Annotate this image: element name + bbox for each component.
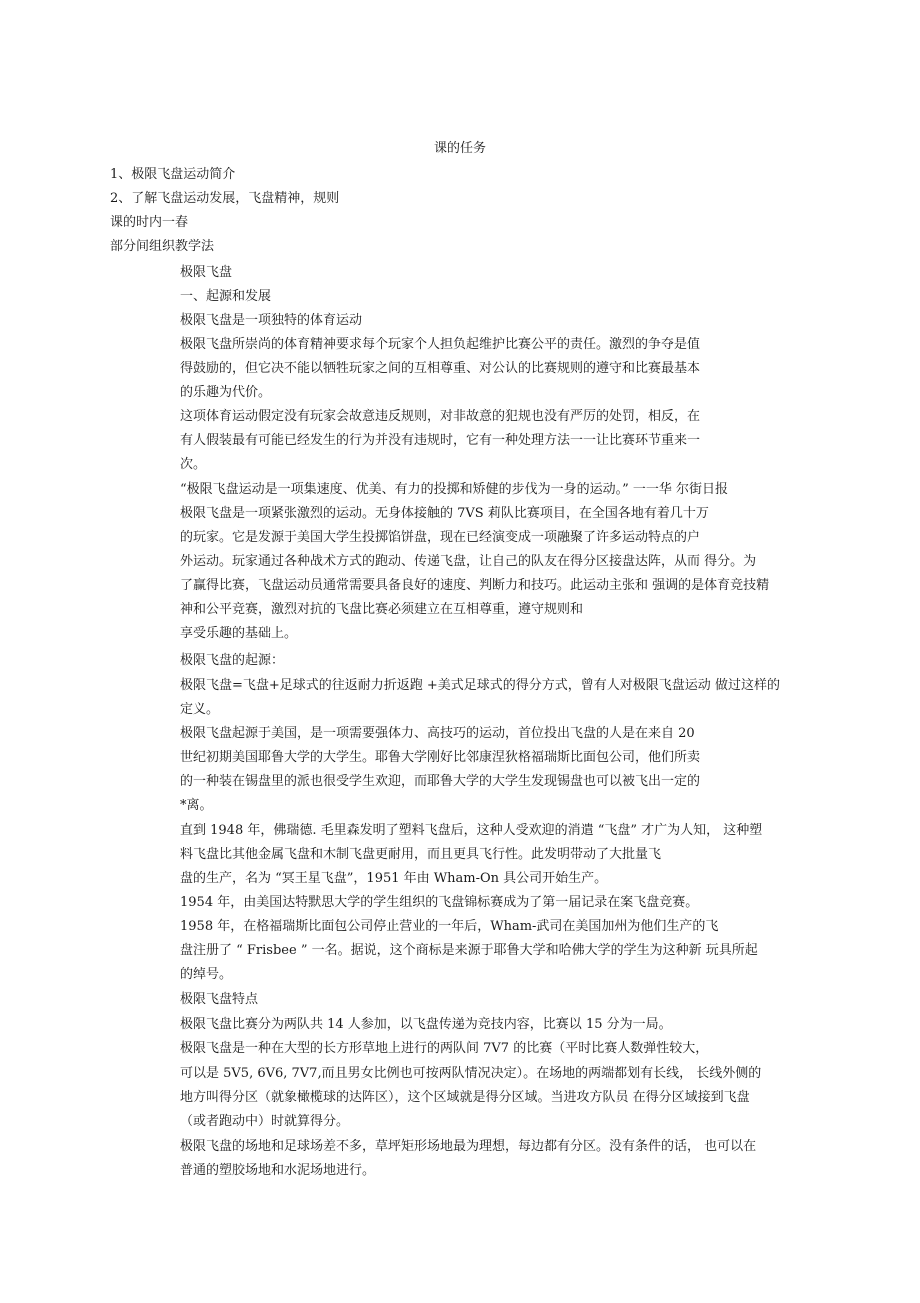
body-line: 盘的生产，名为 “冥王星飞盘”，1951 年由 Wham-On 具公司开始生产。 <box>180 871 608 886</box>
body-line: 极限飞盘特点 <box>180 992 259 1007</box>
body-line: 普通的塑胶场地和水泥场地进行。 <box>180 1163 376 1178</box>
body-line: 极限飞盘比赛分为两队共 14 人参加，以飞盘传递为竞技内容，比赛以 15 分为一局。 <box>180 1017 672 1032</box>
task-line: 部分间组织教学法 <box>110 239 215 254</box>
body-line: *离。 <box>180 798 213 813</box>
body-line: 可以是 5V5, 6V6, 7V7,而且男女比例也可按两队情况决定）。在场地的两端都划有长线， 长线外侧的 <box>180 1066 762 1081</box>
body-line: 极限飞盘 <box>180 265 233 280</box>
body-line: 极限飞盘的起源： <box>180 653 285 668</box>
body-line: 极限飞盘起源于美国，是一项需要强体力、高技巧的运动，首位投出飞盘的人是在来自 20 <box>180 726 695 741</box>
body-line: 了赢得比赛，飞盘运动员通常需要具备良好的速度、判断力和技巧。此运动主张和 强调的是体育竞技精 <box>180 578 770 593</box>
body-line: 享受乐趣的基础上。 <box>180 626 298 641</box>
body-line: 1958 年，在格福瑞斯比面包公司停止营业的一年后，Wham-武司在美国加州为他们生产的飞 <box>180 919 719 934</box>
body-line: 得鼓励的，但它决不能以牺牲玩家之间的互相尊重、对公认的比赛规则的遵守和比赛最基本 <box>180 361 701 376</box>
body-line: 的一种装在锡盘里的派也很受学生欢迎，而耶鲁大学的大学生发现锡盘也可以被飞出一定的 <box>180 774 701 789</box>
body-line: 极限飞盘是一种在大型的长方形草地上进行的两队间 7V7 的比赛（平时比赛人数弹性较大， <box>180 1041 709 1056</box>
body-line: 有人假装最有可能已经发生的行为并没有违规时，它有一种处理方法一一让比赛环节重来一 <box>180 433 701 448</box>
body-line: （或者跑动中）时就算得分。 <box>180 1114 350 1129</box>
body-line: 次。 <box>180 457 207 472</box>
body-line: 定义。 <box>180 702 220 717</box>
document-title: 课的任务 <box>433 141 486 156</box>
body-line: 料飞盘比其他金属飞盘和木制飞盘更耐用，而且更具飞行性。此发明带动了大批量飞 <box>180 847 662 862</box>
body-line: 极限飞盘是一项独特的体育运动 <box>180 313 363 328</box>
body-line: 极限飞盘=飞盘+足球式的往返耐力折返跑 +美式足球式的得分方式，曾有人对极限飞盘运动 做过这样的 <box>180 678 780 693</box>
task-line: 1、极限飞盘运动简介 <box>110 167 236 182</box>
body-line: 的乐趣为代价。 <box>180 385 272 400</box>
body-line: 世纪初期美国耶鲁大学的大学生。耶鲁大学刚好比邻康涅狄格福瑞斯比面包公司，他们所卖 <box>180 750 701 765</box>
task-line: 课的时内一春 <box>110 215 189 230</box>
body-line: 极限飞盘所崇尚的体育精神要求每个玩家个人担负起维护比赛公平的责任。激烈的争夺是值 <box>180 337 701 352</box>
body-line: 外运动。玩家通过各种战术方式的跑动、传递飞盘，让自己的队友在得分区接盘达阵，从而 得分。为 <box>180 554 757 569</box>
body-line: 极限飞盘的场地和足球场差不多，草坪矩形场地最为理想，每边都有分区。没有条件的话， 也可以在 <box>180 1139 757 1154</box>
body-line: 1954 年，由美国达特默思大学的学生组织的飞盘锦标赛成为了第一届记录在案飞盘竞赛。 <box>180 895 699 910</box>
body-line: “极限飞盘运动是一项集速度、优美、有力的投掷和矫健的步伐为一身的运动。” 一一华 尔街日报 <box>180 482 729 497</box>
body-line: 的玩家。它是发源于美国大学生投掷馅饼盘，现在已经演变成一项融聚了许多运动特点的户 <box>180 530 701 545</box>
body-line: 这项体育运动假定没有玩家会故意违反规则，对非故意的犯规也没有严厉的处罚，相反，在 <box>180 409 701 424</box>
body-line: 的绰号。 <box>180 967 233 982</box>
body-line: 一、起源和发展 <box>180 289 272 304</box>
task-line: 2、了解飞盘运动发展，飞盘精神，规则 <box>110 191 340 206</box>
body-line: 极限飞盘是一项紧张激烈的运动。无身体接触的 7VS 莉队比赛项目，在全国各地有着几十万 <box>180 506 709 521</box>
body-line: 神和公平竞赛，激烈对抗的飞盘比赛必须建立在互相尊重，遵守规则和 <box>180 602 584 617</box>
body-line: 直到 1948 年，佛瑞德. 毛里森发明了塑料飞盘后，这种人受欢迎的消遣 “飞盘” 才广为人知， 这种塑 <box>180 823 763 838</box>
body-line: 盘注册了 “ Frisbee ” 一名。据说，这个商标是来源于耶鲁大学和哈佛大学的学生为这种新 玩具所起 <box>180 943 758 958</box>
body-line: 地方叫得分区（就象橄榄球的达阵区），这个区域就是得分区域。当进攻方队员 在得分区域接到飞盘 <box>180 1090 750 1105</box>
